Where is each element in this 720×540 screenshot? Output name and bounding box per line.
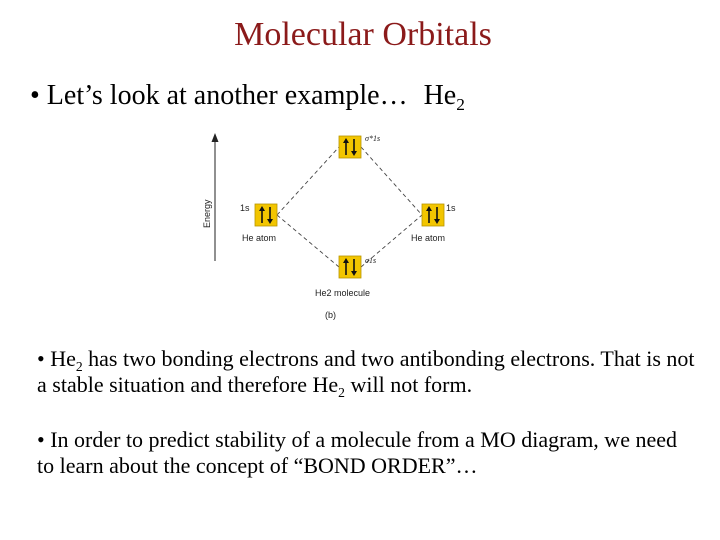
bullet-bond-order: • In order to predict stability of a molecule from a MO diagram, we need to learn about the concept of “BOND ORDER”… (37, 427, 677, 478)
left-orbital-label: 1s (240, 203, 250, 213)
bullet-intro-subscript: 2 (456, 95, 465, 115)
antibonding-box (339, 136, 361, 158)
left-orbital-box (255, 204, 277, 226)
mo-connectors (277, 147, 422, 267)
bullet-stability-sub-2: 2 (338, 384, 345, 400)
bonding-box (339, 256, 361, 278)
left-atomic-orbital (240, 203, 277, 243)
left-atom-label: He atom (242, 233, 277, 243)
bullet-stability-sub-1: 2 (75, 358, 83, 374)
bullet-stability (37, 346, 697, 398)
slide-title: Molecular Orbitals (234, 16, 492, 53)
energy-label: Energy (202, 199, 212, 228)
right-atom-label: He atom (411, 233, 446, 243)
right-orbital-label: 1s (446, 203, 456, 213)
right-atomic-orbital (411, 203, 456, 243)
part-label: (b) (325, 310, 336, 320)
bullet-intro-molecule: He (423, 80, 457, 111)
bullet-intro-text: • Let’s look at another example… (30, 80, 408, 111)
bonding-label: σ1s (365, 256, 377, 265)
antibonding-orbital (339, 134, 380, 158)
antibonding-label: σ*1s (365, 134, 381, 143)
bullet-intro (30, 80, 465, 115)
right-orbital-box (422, 204, 444, 226)
bullet-stability-text-2: has two bonding electrons and two antibonding electrons. That is not a stable situation and therefore He (37, 346, 695, 397)
mo-diagram (195, 125, 475, 325)
bonding-orbital (339, 256, 376, 278)
bullet-stability-text-1: • He (37, 346, 76, 371)
energy-axis-arrowhead (212, 133, 219, 142)
molecule-label: He2 molecule (315, 288, 371, 298)
bullet-stability-text-3: will not form. (344, 372, 473, 397)
